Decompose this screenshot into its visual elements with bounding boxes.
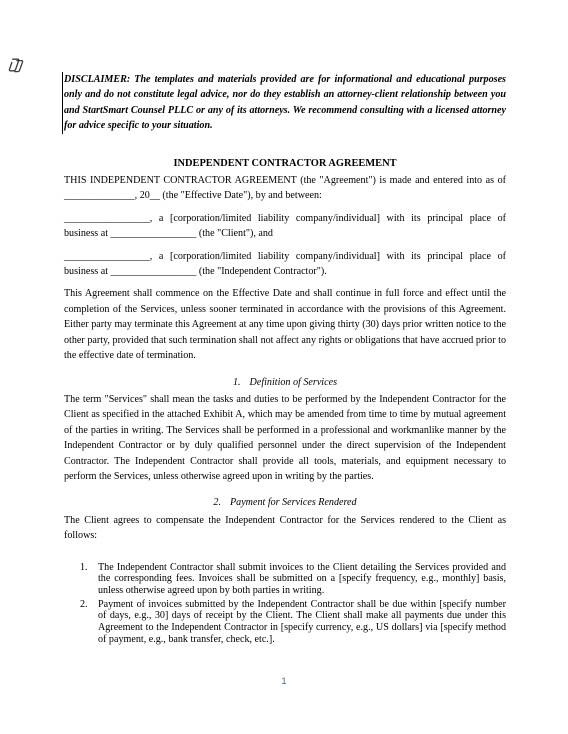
disclaimer: DISCLAIMER: The templates and materials provided are for informational and educational purposes only and do not constitute legal advice, nor do they establish an attorney-client relationship between you and StartSmart Counsel PLLC or any of its attorneys. We recommend consulting with a licensed attorney for advice specific to your situation.	[62, 72, 506, 134]
document-title: INDEPENDENT CONTRACTOR AGREEMENT	[173, 157, 397, 169]
list-item	[64, 562, 506, 597]
list-item-text: Payment of invoices submitted by the Independent Contractor shall be due within [specify number of days, e.g., 30] days of receipt by the Client. The Client shall make all payments due under this Agreement to the Independent Contractor in [specify currency, e.g., US dollars] via [specify method of payment, e.g., bank transfer, check, etc.].	[98, 598, 506, 645]
section-2-heading	[64, 495, 506, 510]
payment-terms-list	[64, 562, 506, 646]
document-body	[64, 72, 506, 647]
section-1-heading	[64, 375, 506, 390]
page-number: 1	[281, 676, 287, 687]
party-contractor-paragraph: _________________, a [corporation/limited liability company/individual] with its principal place of business at _________________ (the "Independent Contractor").	[64, 250, 506, 278]
section-1-text: The term "Services" shall mean the tasks and duties to be performed by the Independent Contractor for the Client as specified in the attached Exhibit A, which may be amended from time to time by mutual agreement of the parties in writing. The Services shall be performed in a professional and workmanlike manner by the Independent Contractor or by duly qualified personnel under the direct supervision of the Independent Contractor. The Independent Contractor shall provide all tools, materials, and equipment necessary to perform the Services, unless otherwise agreed upon in writing by the parties.	[64, 393, 506, 482]
list-item	[64, 599, 506, 646]
section-2-number: 2.	[213, 497, 221, 509]
list-item-marker: 1.	[80, 561, 88, 573]
party-client-paragraph: _________________, a [corporation/limited liability company/individual] with its principal place of business at _________________ (the "Client"), and	[64, 212, 506, 240]
list-item-text: The Independent Contractor shall submit invoices to the Client detailing the Services provided and the corresponding fees. Invoices shall be submitted on a [specify frequency, e.g., monthly] basis, unless otherwise agreed upon by both parties in writing.	[98, 561, 506, 596]
section-2-title: Payment for Services Rendered	[229, 497, 357, 509]
intro-paragraph: THIS INDEPENDENT CONTRACTOR AGREEMENT (the "Agreement") is made and entered into as of ______________, 20__ (the "Effective Date"), by and between:	[64, 175, 506, 202]
section-1-title: Definition of Services	[249, 376, 338, 388]
section-1-number: 1.	[232, 376, 241, 388]
list-item-marker: 2.	[80, 598, 88, 610]
copilot-icon[interactable]	[7, 56, 25, 74]
section-2-text: The Client agrees to compensate the Independent Contractor for the Services rendered to the Client as follows:	[64, 514, 506, 542]
term-paragraph: This Agreement shall commence on the Effective Date and shall continue in full force and effect until the completion of the Services, unless sooner terminated in accordance with the provisions of this Agreement. Either party may terminate this Agreement at any time upon giving thirty (30) days prior written notice to the other party, provided that such termination shall not affect any rights or obligations that have accrued prior to the effective date of termination.	[64, 288, 506, 362]
